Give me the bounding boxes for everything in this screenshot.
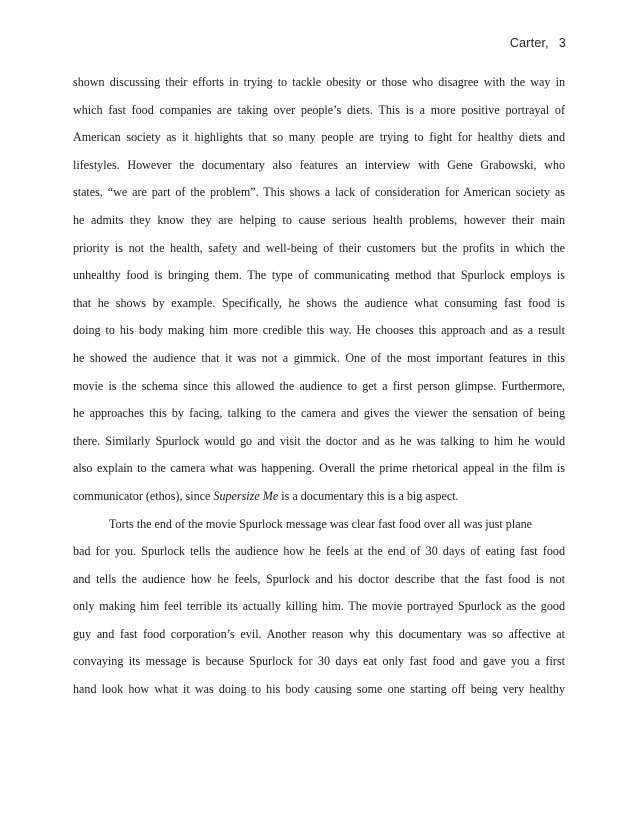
text-line: hand look how what it was doing to his body causing some one starting off being very healthy	[73, 682, 565, 697]
text-line: there. Similarly Spurlock would go and visit the doctor and as he was talking to him he would	[73, 433, 565, 448]
text-line: that he shows by example. Specifically, he shows the audience what consuming fast food is	[73, 295, 565, 310]
text-line-paragraph-end	[73, 483, 565, 511]
document-body	[73, 69, 565, 704]
text-line: lifestyles. However the documentary also features an interview with Gene Grabowski, who	[73, 157, 565, 172]
text-line: guy and fast food corporation’s evil. Another reason why this documentary was so affective at	[73, 626, 565, 641]
text-line-paragraph-start: Torts the end of the movie Spurlock message was clear fast food over all was just plane	[109, 516, 532, 531]
text-segment: communicator (ethos), since	[73, 488, 214, 503]
text-line: bad for you. Spurlock tells the audience how he feels at the end of 30 days of eating fast food	[73, 544, 565, 559]
header-page-number: 3	[558, 36, 566, 50]
text-line: and tells the audience how he feels, Spurlock and his doctor describe that the fast food is not	[73, 571, 565, 586]
text-line: convaying its message is because Spurlock for 30 days eat only fast food and gave you a first	[73, 654, 565, 669]
text-line: he showed the audience that it was not a gimmick. One of the most important features in this	[73, 350, 565, 365]
header-author: Carter,	[509, 36, 549, 50]
text-line: doing to his body making him more credible this way. He chooses this approach and as a result	[73, 323, 565, 338]
text-line: shown discussing their efforts in trying to tackle obesity or those who disagree with the way in	[73, 75, 565, 89]
text-line: states, “we are part of the problem”. This shows a lack of consideration for American society as	[73, 185, 565, 200]
text-line: which fast food companies are taking over people’s diets. This is a more positive portrayal of	[73, 102, 565, 117]
text-line: also explain to the camera what was happening. Overall the prime rhetorical appeal in the film is	[73, 461, 565, 476]
text-line: he admits they know they are helping to cause serious health problems, however their main	[73, 212, 565, 227]
text-line: unhealthy food is bringing them. The type of communicating method that Spurlock employs is	[73, 268, 565, 283]
text-line: priority is not the health, safety and well-being of their customers but the profits in which the	[73, 240, 565, 255]
text-line: he approaches this by facing, talking to the camera and gives the viewer the sensation of being	[73, 406, 565, 421]
text-line: American society as it highlights that so many people are trying to fight for healthy diets and	[73, 130, 565, 145]
text-line: only making him feel terrible its actually killing him. The movie portrayed Spurlock as the good	[73, 599, 565, 614]
text-line: movie is the schema since this allowed the audience to get a first person glimpse. Furthermore,	[73, 378, 565, 393]
film-title: Supersize Me	[213, 488, 279, 503]
page-header	[510, 36, 566, 50]
text-segment: is a documentary this is a big aspect.	[278, 488, 459, 503]
